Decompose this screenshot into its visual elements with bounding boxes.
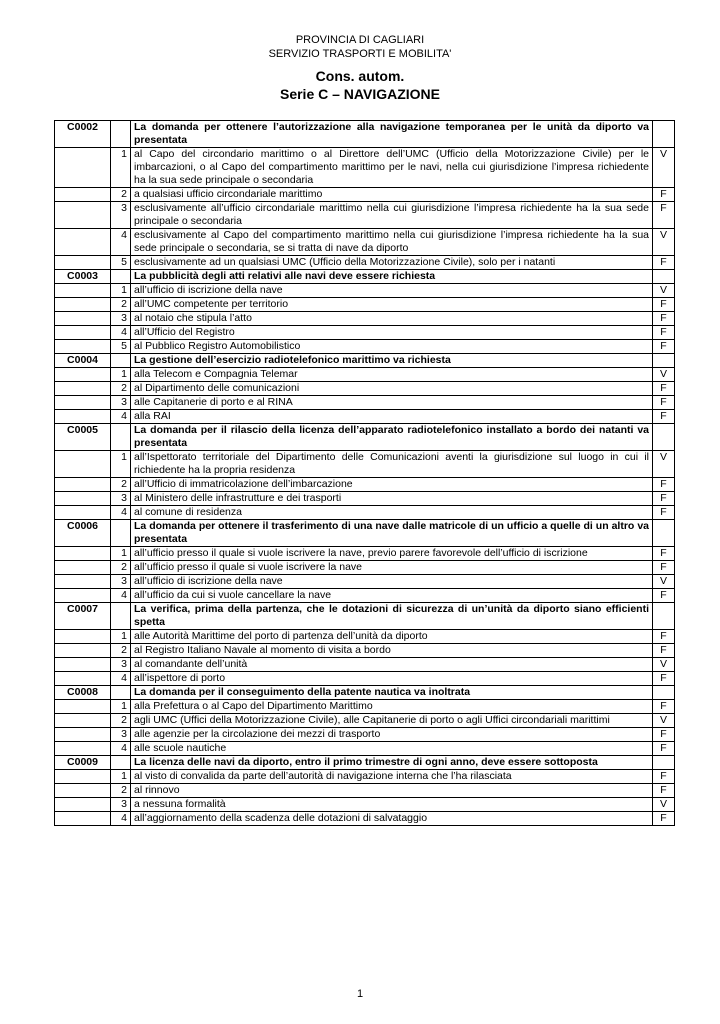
answer-text: alle scuole nautiche [131, 742, 653, 756]
question-code: C0008 [55, 686, 111, 700]
answer-row [55, 148, 675, 188]
answer-row [55, 312, 675, 326]
answer-code-cell [55, 728, 111, 742]
answer-row [55, 202, 675, 229]
answer-row [55, 728, 675, 742]
answer-number: 3 [111, 312, 131, 326]
question-code: C0006 [55, 520, 111, 547]
question-number-cell [111, 354, 131, 368]
answer-row [55, 630, 675, 644]
answer-verdict: F [653, 770, 675, 784]
question-row [55, 520, 675, 547]
answer-code-cell [55, 658, 111, 672]
answer-text: all’ufficio di iscrizione della nave [131, 284, 653, 298]
answer-text: all’ufficio presso il quale si vuole iscrivere la nave, previo parere favorevole dell’ufficio di iscrizione [131, 547, 653, 561]
answer-code-cell [55, 770, 111, 784]
answer-text: all’aggiornamento della scadenza delle dotazioni di salvataggio [131, 812, 653, 826]
question-text: La domanda per il rilascio della licenza dell’apparato radiotelefonico installato a bordo dei natanti va presentata [131, 424, 653, 451]
answer-row [55, 770, 675, 784]
question-answer-cell [653, 424, 675, 451]
answer-row [55, 506, 675, 520]
answer-code-cell [55, 644, 111, 658]
answer-number: 1 [111, 700, 131, 714]
answer-row [55, 798, 675, 812]
answer-verdict: F [653, 382, 675, 396]
answer-number: 2 [111, 298, 131, 312]
answer-code-cell [55, 410, 111, 424]
header-province: PROVINCIA DI CAGLIARI [295, 34, 425, 46]
questions-table [54, 120, 675, 826]
answer-verdict: F [653, 812, 675, 826]
question-text: La domanda per ottenere l’autorizzazione alla navigazione temporanea per le unità da diporto va presentata [131, 121, 653, 148]
answer-code-cell [55, 630, 111, 644]
question-row [55, 354, 675, 368]
answer-verdict: F [653, 202, 675, 229]
answer-row [55, 742, 675, 756]
answer-code-cell [55, 784, 111, 798]
question-answer-cell [653, 520, 675, 547]
answer-text: al notaio che stipula l’atto [131, 312, 653, 326]
question-text: La verifica, prima della partenza, che le dotazioni di sicurezza di un’unità da diporto siano efficienti spetta [131, 603, 653, 630]
answer-verdict: F [653, 630, 675, 644]
answer-code-cell [55, 368, 111, 382]
answer-verdict: V [653, 575, 675, 589]
question-text: La domanda per ottenere il trasferimento di una nave dalle matricole di un ufficio a quelle di un altro va presentata [131, 520, 653, 547]
answer-row [55, 589, 675, 603]
answer-row [55, 700, 675, 714]
answer-code-cell [55, 672, 111, 686]
question-code: C0009 [55, 756, 111, 770]
answer-number: 1 [111, 451, 131, 478]
answer-row [55, 644, 675, 658]
question-text: La pubblicità degli atti relativi alle navi deve essere richiesta [131, 270, 653, 284]
answer-code-cell [55, 202, 111, 229]
question-row [55, 686, 675, 700]
answer-code-cell [55, 284, 111, 298]
answer-text: alla Prefettura o al Capo del Dipartimento Marittimo [131, 700, 653, 714]
answer-number: 1 [111, 284, 131, 298]
question-answer-cell [653, 270, 675, 284]
answer-text: esclusivamente al Capo del compartimento marittimo nella cui giurisdizione l’impresa richiedente ha la sua sede principale o secondaria, se si tratta di nave da diporto [131, 229, 653, 256]
answer-text: all’Ufficio del Registro [131, 326, 653, 340]
question-text: La gestione dell’esercizio radiotelefonico marittimo va richiesta [131, 354, 653, 368]
answer-row [55, 382, 675, 396]
answer-text: al rinnovo [131, 784, 653, 798]
answer-row [55, 368, 675, 382]
question-number-cell [111, 424, 131, 451]
question-code: C0005 [55, 424, 111, 451]
answer-verdict: V [653, 451, 675, 478]
answer-verdict: F [653, 326, 675, 340]
answer-verdict: F [653, 547, 675, 561]
answer-code-cell [55, 188, 111, 202]
answer-text: all’ispettore di porto [131, 672, 653, 686]
answer-verdict: F [653, 728, 675, 742]
question-text: La domanda per il conseguimento della patente nautica va inoltrata [131, 686, 653, 700]
answer-number: 2 [111, 188, 131, 202]
question-answer-cell [653, 756, 675, 770]
answer-code-cell [55, 340, 111, 354]
answer-text: alla RAI [131, 410, 653, 424]
question-code: C0004 [55, 354, 111, 368]
answer-text: a qualsiasi ufficio circondariale marittimo [131, 188, 653, 202]
answer-row [55, 410, 675, 424]
answer-number: 3 [111, 575, 131, 589]
question-answer-cell [653, 603, 675, 630]
answer-code-cell [55, 561, 111, 575]
answer-code-cell [55, 256, 111, 270]
answer-text: al Registro Italiano Navale al momento di visita a bordo [131, 644, 653, 658]
answer-number: 4 [111, 326, 131, 340]
question-row [55, 424, 675, 451]
answer-code-cell [55, 148, 111, 188]
answer-number: 1 [111, 770, 131, 784]
answer-verdict: F [653, 672, 675, 686]
answer-verdict: V [653, 148, 675, 188]
answer-verdict: F [653, 700, 675, 714]
answer-verdict: F [653, 506, 675, 520]
answer-number: 4 [111, 506, 131, 520]
answer-number: 3 [111, 798, 131, 812]
answer-verdict: F [653, 492, 675, 506]
question-number-cell [111, 756, 131, 770]
answer-verdict: F [653, 188, 675, 202]
answer-row [55, 492, 675, 506]
answer-row [55, 672, 675, 686]
answer-code-cell [55, 575, 111, 589]
answer-code-cell [55, 812, 111, 826]
answer-number: 1 [111, 368, 131, 382]
answer-number: 4 [111, 589, 131, 603]
answer-number: 5 [111, 340, 131, 354]
answer-number: 5 [111, 256, 131, 270]
answer-code-cell [55, 798, 111, 812]
question-number-cell [111, 603, 131, 630]
answer-number: 4 [111, 672, 131, 686]
series-title: Serie C – NAVIGAZIONE [279, 86, 440, 102]
answer-code-cell [55, 451, 111, 478]
answer-verdict: F [653, 410, 675, 424]
answer-text: al comandante dell’unità [131, 658, 653, 672]
answer-code-cell [55, 478, 111, 492]
answer-row [55, 812, 675, 826]
answer-row [55, 561, 675, 575]
answer-row [55, 284, 675, 298]
answer-text: alla Telecom e Compagnia Telemar [131, 368, 653, 382]
answer-row [55, 326, 675, 340]
answer-verdict: F [653, 256, 675, 270]
answer-text: alle agenzie per la circolazione dei mezzi di trasporto [131, 728, 653, 742]
answer-code-cell [55, 506, 111, 520]
answer-verdict: V [653, 798, 675, 812]
answer-verdict: F [653, 312, 675, 326]
answer-verdict: F [653, 589, 675, 603]
answer-verdict: F [653, 742, 675, 756]
answer-verdict: F [653, 644, 675, 658]
question-answer-cell [653, 686, 675, 700]
answer-code-cell [55, 396, 111, 410]
answer-row [55, 478, 675, 492]
answer-row [55, 340, 675, 354]
question-row [55, 603, 675, 630]
answer-text: all’UMC competente per territorio [131, 298, 653, 312]
answer-text: agli UMC (Uffici della Motorizzazione Civile), alle Capitanerie di porto o agli Uffici circondariali marittimi [131, 714, 653, 728]
question-row [55, 121, 675, 148]
answer-text: alle Autorità Marittime del porto di partenza dell’unità da diporto [131, 630, 653, 644]
answer-row [55, 298, 675, 312]
answer-number: 4 [111, 812, 131, 826]
answer-text: esclusivamente all’ufficio circondariale marittimo nella cui giurisdizione l’impresa richiedente ha la sua sede principale o secondaria [131, 202, 653, 229]
answer-code-cell [55, 742, 111, 756]
answer-row [55, 229, 675, 256]
answer-row [55, 575, 675, 589]
answer-number: 2 [111, 478, 131, 492]
answer-number: 1 [111, 547, 131, 561]
answer-number: 4 [111, 742, 131, 756]
answer-number: 2 [111, 644, 131, 658]
answer-code-cell [55, 492, 111, 506]
question-answer-cell [653, 354, 675, 368]
answer-number: 4 [111, 410, 131, 424]
answer-verdict: V [653, 714, 675, 728]
question-row [55, 756, 675, 770]
answer-row [55, 451, 675, 478]
answer-row [55, 547, 675, 561]
answer-verdict: F [653, 396, 675, 410]
answer-number: 2 [111, 561, 131, 575]
question-number-cell [111, 121, 131, 148]
answer-code-cell [55, 298, 111, 312]
answer-row [55, 188, 675, 202]
answer-row [55, 396, 675, 410]
answer-code-cell [55, 382, 111, 396]
answer-code-cell [55, 326, 111, 340]
answer-verdict: F [653, 478, 675, 492]
answer-number: 3 [111, 658, 131, 672]
answer-text: alle Capitanerie di porto e al RINA [131, 396, 653, 410]
answer-verdict: V [653, 229, 675, 256]
answer-text: a nessuna formalità [131, 798, 653, 812]
answer-number: 2 [111, 382, 131, 396]
answer-code-cell [55, 312, 111, 326]
answer-text: al Dipartimento delle comunicazioni [131, 382, 653, 396]
answer-code-cell [55, 547, 111, 561]
answer-number: 3 [111, 728, 131, 742]
question-number-cell [111, 686, 131, 700]
question-answer-cell [653, 121, 675, 148]
document-title: Cons. autom. [315, 68, 405, 84]
answer-number: 3 [111, 202, 131, 229]
answer-number: 3 [111, 492, 131, 506]
answer-text: all’Ispettorato territoriale del Dipartimento delle Comunicazioni aventi la giurisdizione sul luogo in cui il richiedente ha la propria residenza [131, 451, 653, 478]
question-text: La licenza delle navi da diporto, entro il primo trimestre di ogni anno, deve essere sottoposta [131, 756, 653, 770]
answer-code-cell [55, 714, 111, 728]
answer-text: al Ministero delle infrastrutture e dei trasporti [131, 492, 653, 506]
question-code: C0007 [55, 603, 111, 630]
answer-number: 4 [111, 229, 131, 256]
answer-number: 3 [111, 396, 131, 410]
answer-text: all’ufficio da cui si vuole cancellare la nave [131, 589, 653, 603]
answer-verdict: V [653, 368, 675, 382]
answer-row [55, 714, 675, 728]
answer-text: al Pubblico Registro Automobilistico [131, 340, 653, 354]
answer-verdict: F [653, 340, 675, 354]
answer-text: al Capo del circondario marittimo o al Direttore dell’UMC (Ufficio della Motorizzazione Civile) per le imbarcazioni, o al Capo del compartimento marittimo per le navi, nella cui giurisdizione l’impresa richiedente ha la sua sede principale o secondaria [131, 148, 653, 188]
answer-number: 2 [111, 784, 131, 798]
answer-text: all’ufficio presso il quale si vuole iscrivere la nave [131, 561, 653, 575]
page-number: 1 [356, 988, 364, 1000]
answer-number: 2 [111, 714, 131, 728]
answer-number: 1 [111, 630, 131, 644]
answer-verdict: V [653, 284, 675, 298]
answer-verdict: F [653, 298, 675, 312]
answer-text: all’ufficio di iscrizione della nave [131, 575, 653, 589]
answer-code-cell [55, 229, 111, 256]
answer-verdict: F [653, 784, 675, 798]
answer-number: 1 [111, 148, 131, 188]
question-number-cell [111, 270, 131, 284]
answer-code-cell [55, 589, 111, 603]
answer-code-cell [55, 700, 111, 714]
answer-text: al visto di convalida da parte dell’autorità di navigazione interna che l’ha rilasciata [131, 770, 653, 784]
answer-text: al comune di residenza [131, 506, 653, 520]
answer-row [55, 658, 675, 672]
question-code: C0003 [55, 270, 111, 284]
answer-row [55, 784, 675, 798]
header-service: SERVIZIO TRASPORTI E MOBILITA' [268, 48, 452, 60]
answer-verdict: F [653, 561, 675, 575]
question-number-cell [111, 520, 131, 547]
answer-row [55, 256, 675, 270]
question-code: C0002 [55, 121, 111, 148]
answer-text: all’Ufficio di immatricolazione dell’imbarcazione [131, 478, 653, 492]
answer-verdict: V [653, 658, 675, 672]
question-row [55, 270, 675, 284]
answer-text: esclusivamente ad un qualsiasi UMC (Ufficio della Motorizzazione Civile), solo per i natanti [131, 256, 653, 270]
